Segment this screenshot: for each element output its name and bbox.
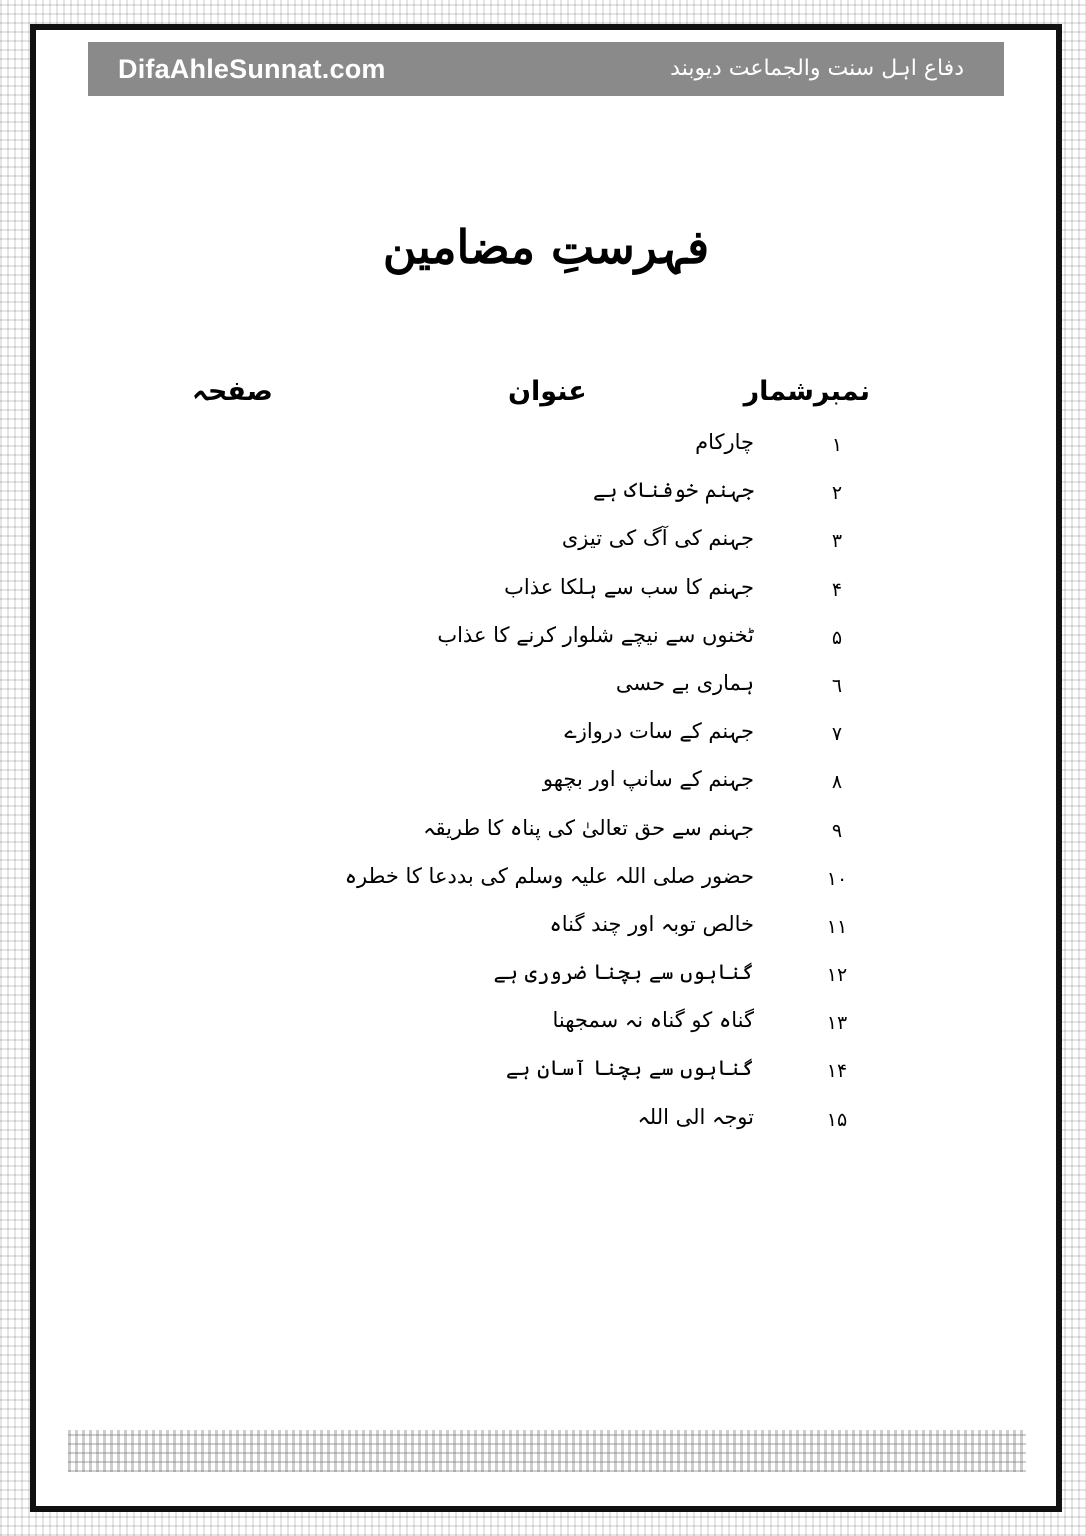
toc-number: ٦	[831, 674, 843, 697]
toc-number: ٣	[831, 530, 843, 553]
header-urdu-title: دفاع اہل سنت والجماعت دیوبند	[670, 56, 964, 81]
toc-number: ٨	[831, 771, 843, 794]
toc-number: ١۴	[826, 1060, 848, 1083]
toc-row	[36, 812, 1056, 860]
toc-number: ١	[831, 434, 843, 456]
toc-row	[36, 763, 1056, 811]
toc-number: ٩	[831, 819, 843, 842]
toc-title: جہنم خوفناک ہے	[592, 478, 754, 503]
toc-row	[36, 1004, 1056, 1052]
footer-ornament	[68, 1430, 1026, 1472]
toc-title: گناہوں سے بچنا آسان ہے	[505, 1056, 754, 1081]
toc-row	[36, 667, 1056, 715]
toc-row	[36, 619, 1056, 667]
toc-title: حضور صلی اللہ علیہ وسلم کی بددعا کا خطرہ	[344, 863, 754, 888]
toc-row	[36, 1052, 1056, 1100]
toc-number: ١۵	[826, 1108, 848, 1131]
toc-number: ٧	[831, 723, 843, 746]
toc-number: ٢	[831, 482, 843, 505]
column-header-title: عنوان	[508, 376, 587, 407]
header-banner	[88, 42, 1004, 96]
site-name: DifaAhleSunnat.com	[118, 54, 386, 84]
toc-number: ۵	[831, 626, 843, 649]
toc-title: جہنم سے حق تعالیٰ کی پناہ کا طریقہ	[423, 815, 754, 840]
toc-number: ۴	[831, 578, 843, 601]
toc-title: جہنم کے سات دروازے	[564, 719, 754, 744]
toc-row	[36, 715, 1056, 763]
toc-title: ٹخنوں سے نیچے شلوار کرنے کا عذاب	[437, 622, 754, 647]
toc-title: جہنم کی آگ کی تیزی	[561, 526, 754, 551]
toc-row	[36, 1101, 1056, 1149]
toc-title: گناہوں سے بچنا ضروری ہے	[493, 960, 754, 985]
toc-title: توجہ الی اللہ	[637, 1104, 754, 1129]
toc-number: ١١	[826, 915, 848, 938]
toc-row	[36, 908, 1056, 956]
toc-title: جہنم کا سب سے ہلکا عذاب	[504, 574, 754, 599]
toc-row	[36, 474, 1056, 522]
toc-row	[36, 956, 1056, 1004]
toc-row	[36, 426, 1056, 474]
toc-title: جہنم کے سانپ اور بچھو	[542, 767, 754, 792]
toc-row	[36, 571, 1056, 619]
toc-number: ١٢	[826, 964, 848, 987]
column-header-serial: نمبرشمار	[743, 376, 870, 407]
toc-number: ١٣	[826, 1012, 848, 1035]
toc-title: ہماری بے حسی	[615, 670, 754, 695]
page-title: فہرستِ مضامین	[382, 220, 710, 274]
toc-title: خالص توبہ اور چند گناہ	[549, 911, 754, 936]
toc-row	[36, 860, 1056, 908]
column-header-page: صفحہ	[192, 376, 273, 407]
toc-title: گناہ کو گناہ نہ سمجھنا	[552, 1008, 754, 1033]
toc-row	[36, 522, 1056, 570]
page-frame	[30, 24, 1062, 1512]
toc-list	[36, 426, 1056, 1149]
toc-title: چارکام	[695, 430, 754, 454]
toc-number: ١٠	[826, 867, 848, 890]
